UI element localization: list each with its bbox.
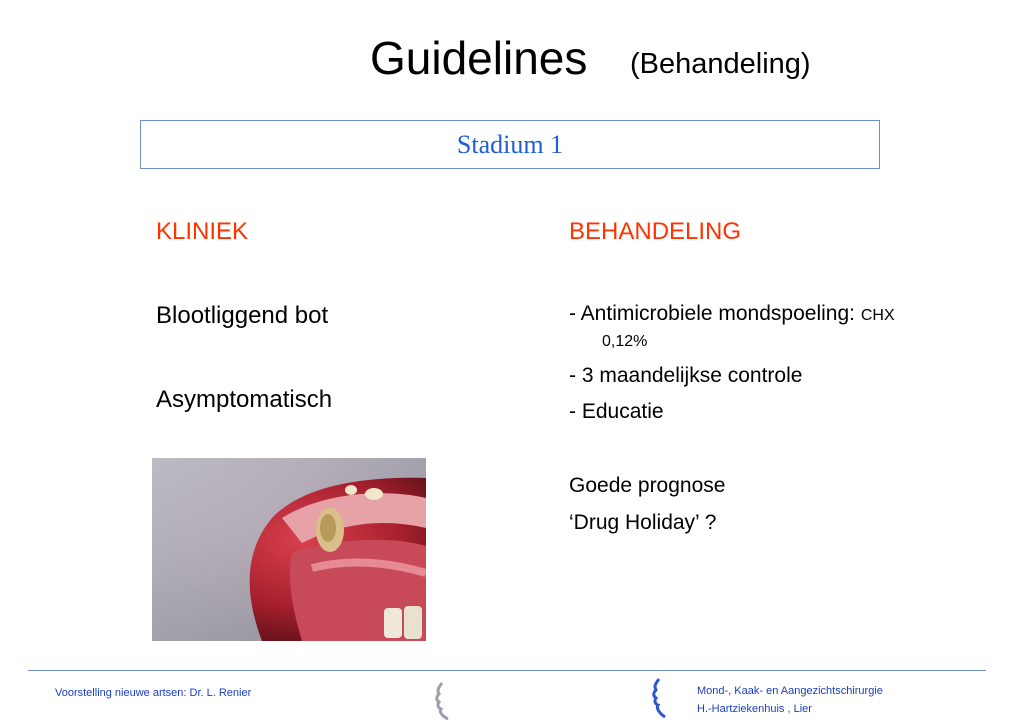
stage-label: Stadium 1 — [456, 129, 564, 159]
behandeling-heading: BEHANDELING — [569, 218, 742, 245]
face-profile-logo-icon — [430, 682, 454, 725]
treatment-line-mouthwash — [569, 302, 895, 326]
slide-title: Guidelines — [370, 32, 588, 84]
kliniek-item: Asymptomatisch — [156, 386, 333, 413]
drug-holiday-line: ‘Drug Holiday’ ? — [569, 511, 717, 534]
treatment-line-educatie: - Educatie — [569, 400, 664, 423]
footer-department: Mond-, Kaak- en Aangezichtschirurgie — [697, 685, 883, 697]
treatment-mouthwash-text: - Antimicrobiele mondspoeling: — [569, 302, 861, 325]
footer-presenter: Voorstelling nieuwe artsen: Dr. L. Renier — [55, 687, 252, 699]
footer-hospital: H.-Hartziekenhuis , Lier — [697, 703, 812, 715]
kliniek-item: Blootliggend bot — [156, 302, 329, 329]
treatment-mouthwash-concentration: 0,12% — [602, 333, 648, 350]
slide-subtitle: (Behandeling) — [630, 48, 811, 80]
kliniek-heading: KLINIEK — [156, 218, 249, 245]
footer-divider — [28, 670, 986, 671]
face-profile-logo-icon — [648, 678, 670, 723]
prognosis-line: Goede prognose — [569, 474, 726, 497]
clinical-photo — [152, 458, 426, 641]
treatment-mouthwash-agent: CHX — [860, 307, 895, 324]
stage-box — [140, 120, 880, 169]
treatment-line-controle: - 3 maandelijkse controle — [569, 364, 803, 387]
